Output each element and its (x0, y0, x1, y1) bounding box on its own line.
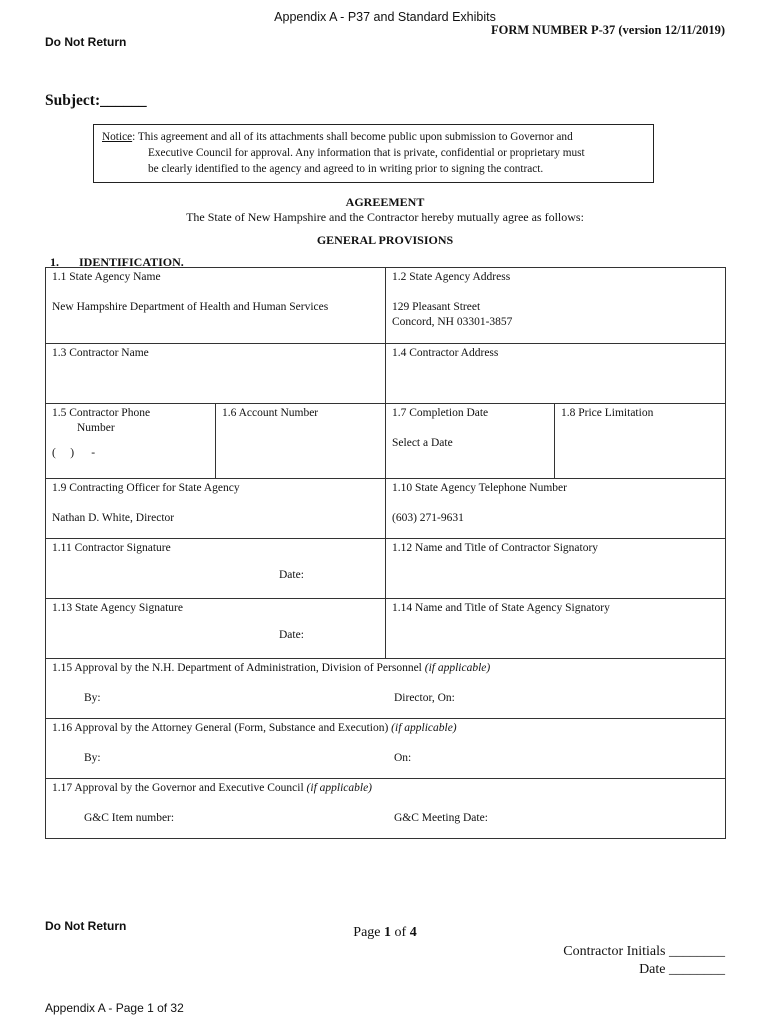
field-contractor-signatory[interactable] (386, 539, 726, 599)
form-number: FORM NUMBER P-37 (version 12/11/2019) (490, 23, 725, 37)
do-not-return-header: Do Not Return (45, 35, 127, 49)
field-contractor-name[interactable] (46, 344, 386, 404)
label-1-17-note: (if applicable) (306, 782, 373, 794)
label-1-1: 1.1 State Agency Name (52, 271, 161, 283)
value-address-city: Concord, NH 03301-3857 (392, 316, 513, 328)
field-state-agency-name[interactable] (46, 268, 386, 344)
gc-meeting-date: G&C Meeting Date: (394, 812, 488, 824)
appendix-page-footer: Appendix A - Page 1 of 32 (45, 1001, 184, 1015)
contractor-signature-date: Date: (279, 569, 304, 581)
label-1-16 (52, 721, 719, 736)
contractor-initials: Contractor Initials ________ (563, 944, 725, 959)
page-number: 1 (384, 925, 392, 940)
field-price-limitation[interactable] (555, 404, 726, 479)
identification-table (45, 267, 726, 839)
field-contracting-officer[interactable] (46, 479, 386, 539)
label-1-17-text: 1.17 Approval by the Governor and Executive Council (52, 782, 304, 794)
personnel-by: By: (84, 692, 101, 704)
field-completion-date[interactable] (386, 404, 555, 479)
attorney-on: On: (394, 752, 412, 764)
value-address-street: 129 Pleasant Street (392, 301, 481, 313)
label-1-14: 1.14 Name and Title of State Agency Signatory (392, 602, 610, 614)
field-contractor-address[interactable] (386, 344, 726, 404)
label-1-12: 1.12 Name and Title of Contractor Signatory (392, 542, 599, 554)
value-state-agency-name: New Hampshire Department of Health and Human Services (52, 301, 329, 313)
label-1-16-note: (if applicable) (391, 722, 457, 734)
initials-date: Date ________ (639, 962, 725, 977)
agreement-title: AGREEMENT (345, 195, 425, 209)
label-1-13: 1.13 State Agency Signature (52, 602, 183, 614)
label-1-2: 1.2 State Agency Address (392, 271, 511, 283)
label-1-6: 1.6 Account Number (222, 407, 319, 419)
attorney-by: By: (84, 752, 101, 764)
subject-line: Subject:______ (45, 92, 147, 109)
field-contractor-signature[interactable] (46, 539, 386, 599)
value-phone-placeholder: ( ) - (52, 447, 96, 459)
label-1-15-note: (if applicable) (424, 662, 491, 674)
label-1-5a: 1.5 Contractor Phone (52, 407, 151, 419)
page-of: of (394, 925, 407, 940)
label-1-11: 1.11 Contractor Signature (52, 542, 171, 554)
agreement-intro: The State of New Hampshire and the Contractor hereby mutually agree as follows: (186, 210, 584, 224)
general-provisions-title: GENERAL PROVISIONS (316, 233, 454, 247)
field-governor-council-approval[interactable] (46, 779, 726, 839)
field-agency-signatory[interactable] (386, 599, 726, 659)
field-contractor-phone[interactable] (46, 404, 216, 479)
field-attorney-general-approval[interactable] (46, 719, 726, 779)
field-agency-telephone[interactable] (386, 479, 726, 539)
section-number: 1. (50, 255, 59, 269)
field-personnel-approval[interactable] (46, 659, 726, 719)
label-1-9: 1.9 Contracting Officer for State Agency (52, 482, 240, 494)
personnel-director-on: Director, On: (394, 692, 455, 704)
notice-line-2: Executive Council for approval. Any information that is private, confidential or proprietary must (148, 147, 585, 159)
label-1-7: 1.7 Completion Date (392, 407, 489, 419)
page-indicator (0, 925, 770, 941)
notice-line-3: be clearly identified to the agency and agreed to in writing prior to signing the contract. (148, 163, 544, 175)
value-contracting-officer: Nathan D. White, Director (52, 512, 175, 524)
page-total: 4 (409, 925, 417, 940)
field-agency-signature[interactable] (46, 599, 386, 659)
do-not-return-footer: Do Not Return (45, 919, 127, 933)
notice-line-1: : This agreement and all of its attachments shall become public upon submission to Governor and (132, 131, 573, 143)
section-title: IDENTIFICATION. (79, 255, 184, 269)
agency-signature-date: Date: (279, 629, 304, 641)
label-1-5b: Number (77, 422, 115, 434)
label-1-4: 1.4 Contractor Address (392, 347, 499, 359)
completion-date-select[interactable]: Select a Date (392, 437, 453, 449)
label-1-16-text: 1.16 Approval by the Attorney General (Form, Substance and Execution) (52, 722, 389, 734)
gc-item-number: G&C Item number: (84, 812, 175, 824)
initials-block (563, 943, 725, 979)
appendix-title: Appendix A - P37 and Standard Exhibits (274, 10, 496, 24)
label-1-10: 1.10 State Agency Telephone Number (392, 482, 567, 494)
label-1-8: 1.8 Price Limitation (561, 407, 654, 419)
notice-box (93, 124, 654, 183)
label-1-17 (52, 781, 719, 796)
label-1-3: 1.3 Contractor Name (52, 347, 149, 359)
page-prefix: Page (353, 925, 381, 940)
value-agency-telephone: (603) 271-9631 (392, 512, 464, 524)
label-1-15-text: 1.15 Approval by the N.H. Department of Administration, Division of Personnel (52, 662, 422, 674)
label-1-15 (52, 661, 719, 676)
field-state-agency-address[interactable] (386, 268, 726, 344)
notice-label: Notice (102, 131, 133, 143)
field-account-number[interactable] (216, 404, 386, 479)
